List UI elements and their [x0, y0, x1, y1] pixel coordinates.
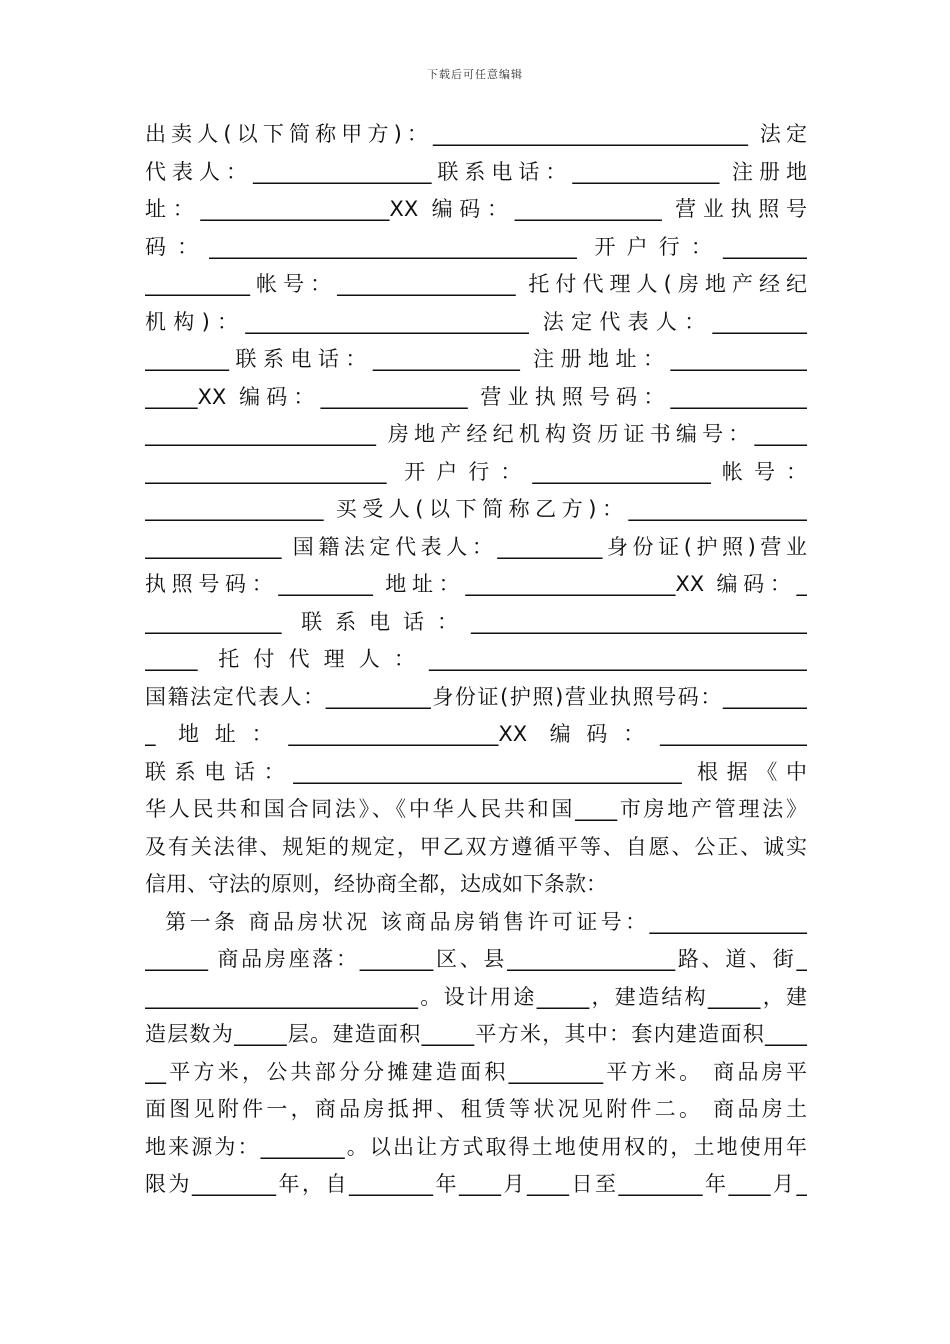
text-line: _________________ 买受人(以下简称乙方)：_________________ [145, 497, 807, 521]
text-line: 信用、守法的原则，经协商全都，达成如下条款： [145, 872, 607, 896]
text-line: 及有关法律、规矩的规定，甲乙双方遵循平等、自愿、公正、诚实 [145, 834, 807, 859]
text-line: 面图见附件一，商品房抵押、租赁等状况见附件二。 商品房土 [145, 1097, 807, 1121]
text-line: ______ 商品房座落：_______区、县________________路、道、街_ [145, 947, 807, 971]
text-line: _____________ 国籍法定代表人：__________身份证(护照)营业 [145, 534, 807, 559]
text-line: _______________________ 开户行：_________________帐号： [145, 459, 807, 484]
contract-body [145, 116, 807, 1204]
text-line: _____XX 编码：______________ 营业执照号码：_____________ [145, 384, 807, 409]
page-header: 下载后可任意编辑 [427, 68, 523, 81]
text-line: 址：__________________XX 编码：______________ 营业执照号 [145, 197, 807, 221]
text-line: 限为________年，自________年____月____日至________年____月_ [145, 1172, 807, 1196]
text-line: 联系电话：_____________________________________ 根据《中 [145, 759, 807, 784]
text-line: 执照号码：_________ 地址：____________________XX 编码：_ [145, 572, 807, 596]
text-line: 机构)：___________________________ 法定代表人：_________ [145, 309, 807, 334]
text-line: _____________ 联系电话：________________________________ [145, 609, 807, 634]
text-line: _ 地址：____________________XX 编码：______________ [145, 722, 807, 746]
text-line: _____ 托付代理人：____________________________________ [145, 647, 807, 671]
text-line: 出卖人(以下简称甲方)：______________________________ 法定 [145, 122, 807, 146]
text-line: __________帐号：_________________ 托付代理人(房地产经纪 [145, 272, 807, 296]
text-line: ______________________ 房地产经纪机构资历证书编号：_____ [145, 422, 807, 446]
text-line: 造层数为_____层。建造面积_____平方米，其中：套内建造面积____ [145, 1022, 807, 1046]
text-line: __平方米，公共部分分摊建造面积_________平方米。 商品房平 [145, 1059, 807, 1084]
text-line: 国籍法定代表人：__________身份证(护照)营业执照号码：________ [145, 684, 807, 709]
section-heading-line: 第一条 商品房状况 该商品房销售许可证号：_______________ [145, 909, 807, 934]
text-line: 码：___________________________________ 开户行：________ [145, 234, 807, 259]
text-line: __________________________。设计用途_____，建造结构_____，建 [145, 984, 807, 1009]
text-line: 地来源为：________。以出让方式取得土地使用权的，土地使用年 [145, 1134, 807, 1159]
text-line: 代表人：_________________联系电话：______________ 注册地 [145, 159, 807, 184]
text-line: ________联系电话：______________ 注册地址：_____________ [145, 347, 807, 371]
text-line: 华人民共和国合同法》、《中华人民共和国____市房地产管理法》 [145, 797, 807, 821]
